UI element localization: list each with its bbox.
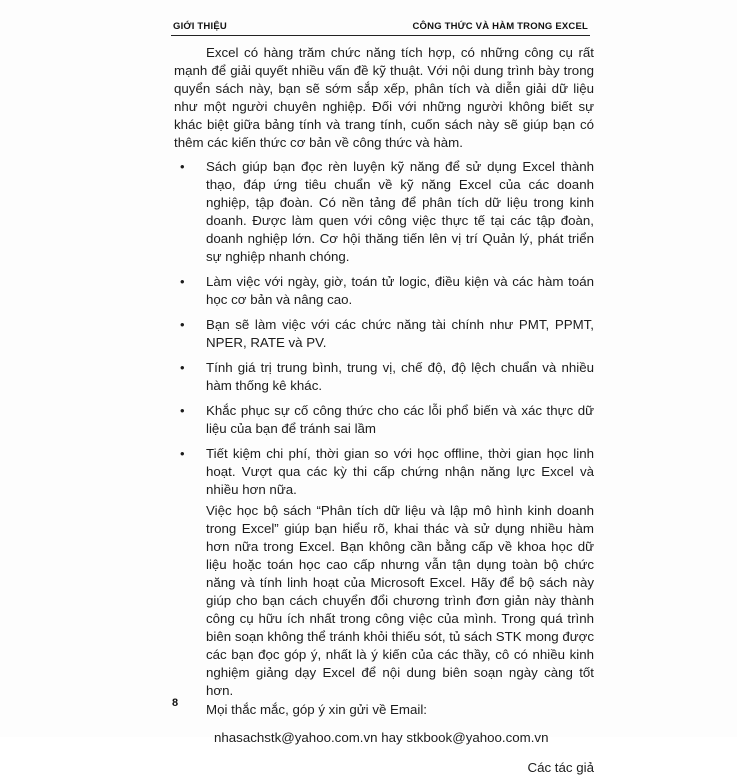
- list-item-text: Sách giúp bạn đọc rèn luyện kỹ năng để sử dụng Excel thành thạo, đáp ứng tiêu chuẩn về kỹ năng Excel của các doanh nghiệp, tập đoàn. Có nền tảng để phân tích dữ liệu trong kinh doanh. Được làm quen với công việc thực tế tại các tập đoàn, doanh nghiệp lớn. Cơ hội thăng tiến lên vị trí Quản lý, phát triển sự nghiệp nhanh chóng.: [206, 159, 594, 264]
- bullet-icon: •: [180, 446, 185, 461]
- running-header: [171, 19, 590, 36]
- list-item: [174, 158, 594, 266]
- closing-paragraph: Việc học bộ sách “Phân tích dữ liệu và lập mô hình kinh doanh trong Excel” giúp bạn hiểu rõ, khai thác và sử dụng nhiều hàm hơn nữa trong Excel. Bạn không cần bằng cấp về khoa học dữ liệu hoặc toán học cao cấp nhưng vẫn tận dụng toàn bộ chức năng và tính linh hoạt của Microsoft Excel. Hãy để bộ sách này giúp cho bạn cách chuyển đổi chương trình đơn giản này thành công cụ hữu ích nhất trong công việc của mình. Trong quá trình biên soạn không thể tránh khỏi thiếu sót, tủ sách STK mong được các bạn đọc góp ý, nhất là ý kiến của các thầy, cô có nhiều kinh nghiệm giảng dạy Excel để nội dung biên soạn ngày càng tốt hơn.: [206, 503, 594, 698]
- page-body: [174, 44, 594, 777]
- benefit-list: [174, 158, 594, 499]
- list-item: [174, 445, 594, 499]
- list-item-text: Làm việc với ngày, giờ, toán tử logic, điều kiện và các hàm toán học cơ bản và nâng cao.: [206, 274, 594, 307]
- bullet-icon: •: [180, 159, 185, 174]
- intro-paragraph: Excel có hàng trăm chức năng tích hợp, có những công cụ rất mạnh để giải quyết nhiều vấn đề kỹ thuật. Với nội dung trình bày trong quyển sách này, bạn sẽ sớm sắp xếp, phân tích và diễn giải dữ liệu như một người chuyên nghiệp. Đối với những người không biết sự khác biệt giữa bảng tính và trang tính, cuốn sách này sẽ giúp bạn có thêm các kiến thức cơ bản về công thức và hàm.: [174, 45, 594, 150]
- list-item-text: Khắc phục sự cố công thức cho các lỗi phổ biến và xác thực dữ liệu của bạn để tránh sai lầm: [206, 403, 594, 436]
- list-item-text: Tính giá trị trung bình, trung vị, chế độ, độ lệch chuẩn và nhiều hàm thống kê khác.: [206, 360, 594, 393]
- list-item: [174, 273, 594, 309]
- signature: Các tác giả: [527, 760, 594, 775]
- list-item-text: Tiết kiệm chi phí, thời gian so với học offline, thời gian học linh hoạt. Vượt qua các kỳ thi cấp chứng nhận năng lực Excel và nhiều hơn nữa.: [206, 446, 594, 497]
- page-number: 8: [172, 697, 179, 709]
- list-item: [174, 359, 594, 395]
- section-title: GIỚI THIỆU: [173, 21, 227, 32]
- list-item-text: Bạn sẽ làm việc với các chức năng tài chính như PMT, PPMT, NPER, RATE và PV.: [206, 317, 594, 350]
- email-addresses: nhasachstk@yahoo.com.vn hay stkbook@yahoo.com.vn: [214, 730, 549, 745]
- bullet-icon: •: [180, 360, 185, 375]
- bullet-icon: •: [180, 274, 185, 289]
- list-item: [174, 402, 594, 438]
- book-title: CÔNG THỨC VÀ HÀM TRONG EXCEL: [412, 21, 588, 32]
- bullet-icon: •: [180, 403, 185, 418]
- bullet-icon: •: [180, 317, 185, 332]
- list-item: [174, 316, 594, 352]
- contact-line: Mọi thắc mắc, góp ý xin gửi về Email:: [206, 702, 427, 717]
